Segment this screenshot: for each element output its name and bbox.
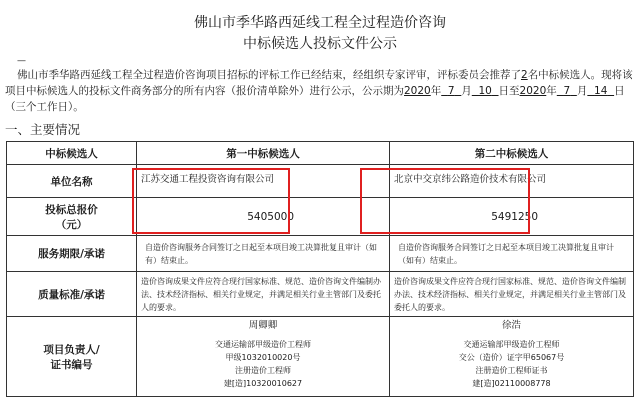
leader-label: 项目负责人/ 证书编号: [7, 317, 137, 397]
table-header-row: [7, 142, 634, 165]
table-row: [7, 317, 634, 397]
quality-first: 造价咨询成果文件应符合现行国家标准、规范、造价咨询文件编制办法、技术经济指标、相关行业规定，并满足相关行业主管部门及委托人的要求。: [137, 272, 390, 317]
table-row: [7, 236, 634, 272]
unit-second: 北京中交京纬公路造价技术有限公司: [390, 165, 634, 198]
intro-paragraph: 佛山市季华路西延线工程全过程造价咨询项目招标的评标工作已经结束，经组织专家评审，评标委员会推荐了2名中标候选人。现将该项目中标候选人的投标文件商务部分的所有内容（报价清单除外）进行公示，公示期为2020年 7 月 10 日至2020年 7 月 14 日（三个工作日）。: [5, 69, 633, 113]
candidate-table: [6, 141, 634, 397]
service-label: 服务期限/承诺: [7, 236, 137, 272]
leader-second: 徐浩 交通运输部甲级造价工程师 交公（造价）证字甲65067号 注册造价工程师证书 建[造]02110008778: [390, 317, 634, 397]
service-second: 自造价咨询服务合同签订之日起至本项目竣工决算批复且审计（如有）结束止。: [390, 236, 634, 272]
price-second: 5491250: [390, 198, 634, 236]
table-row: [7, 272, 634, 317]
unit-first: 江苏交通工程投资咨询有限公司: [137, 165, 390, 198]
header-first: 第一中标候选人: [137, 142, 390, 165]
price-label: 投标总报价 （元）: [7, 198, 137, 236]
leader-first: 周卿卿 交通运输部甲级造价工程师 甲级1032010020号 注册造价工程师 建[造]10320010627: [137, 317, 390, 397]
quality-second: 造价咨询成果文件应符合现行国家标准、规范、造价咨询文件编制办法、技术经济指标、相关行业规定，并满足相关行业主管部门及委托人的要求。: [390, 272, 634, 317]
quality-label: 质量标准/承诺: [7, 272, 137, 317]
page-subtitle: 中标候选人投标文件公示: [243, 36, 397, 52]
header-label: 中标候选人: [7, 142, 137, 165]
divider-mark: —: [17, 56, 26, 66]
highlight-box-second: [360, 168, 530, 234]
header-second: 第二中标候选人: [390, 142, 634, 165]
section-title: 一、主要情况: [5, 122, 81, 137]
table-row: [7, 198, 634, 236]
service-first: 自造价咨询服务合同签订之日起至本项目竣工决算批复且审计（如有）结束止。: [137, 236, 390, 272]
highlight-box-first: [132, 168, 290, 234]
table-row: [7, 165, 634, 198]
page-title: 佛山市季华路西延线工程全过程造价咨询: [194, 15, 446, 31]
leader-first-signature: 周卿卿: [248, 320, 278, 331]
leader-second-signature: 徐浩: [501, 320, 521, 331]
price-first: 5405000: [137, 198, 390, 236]
unit-label: 单位名称: [7, 165, 137, 198]
